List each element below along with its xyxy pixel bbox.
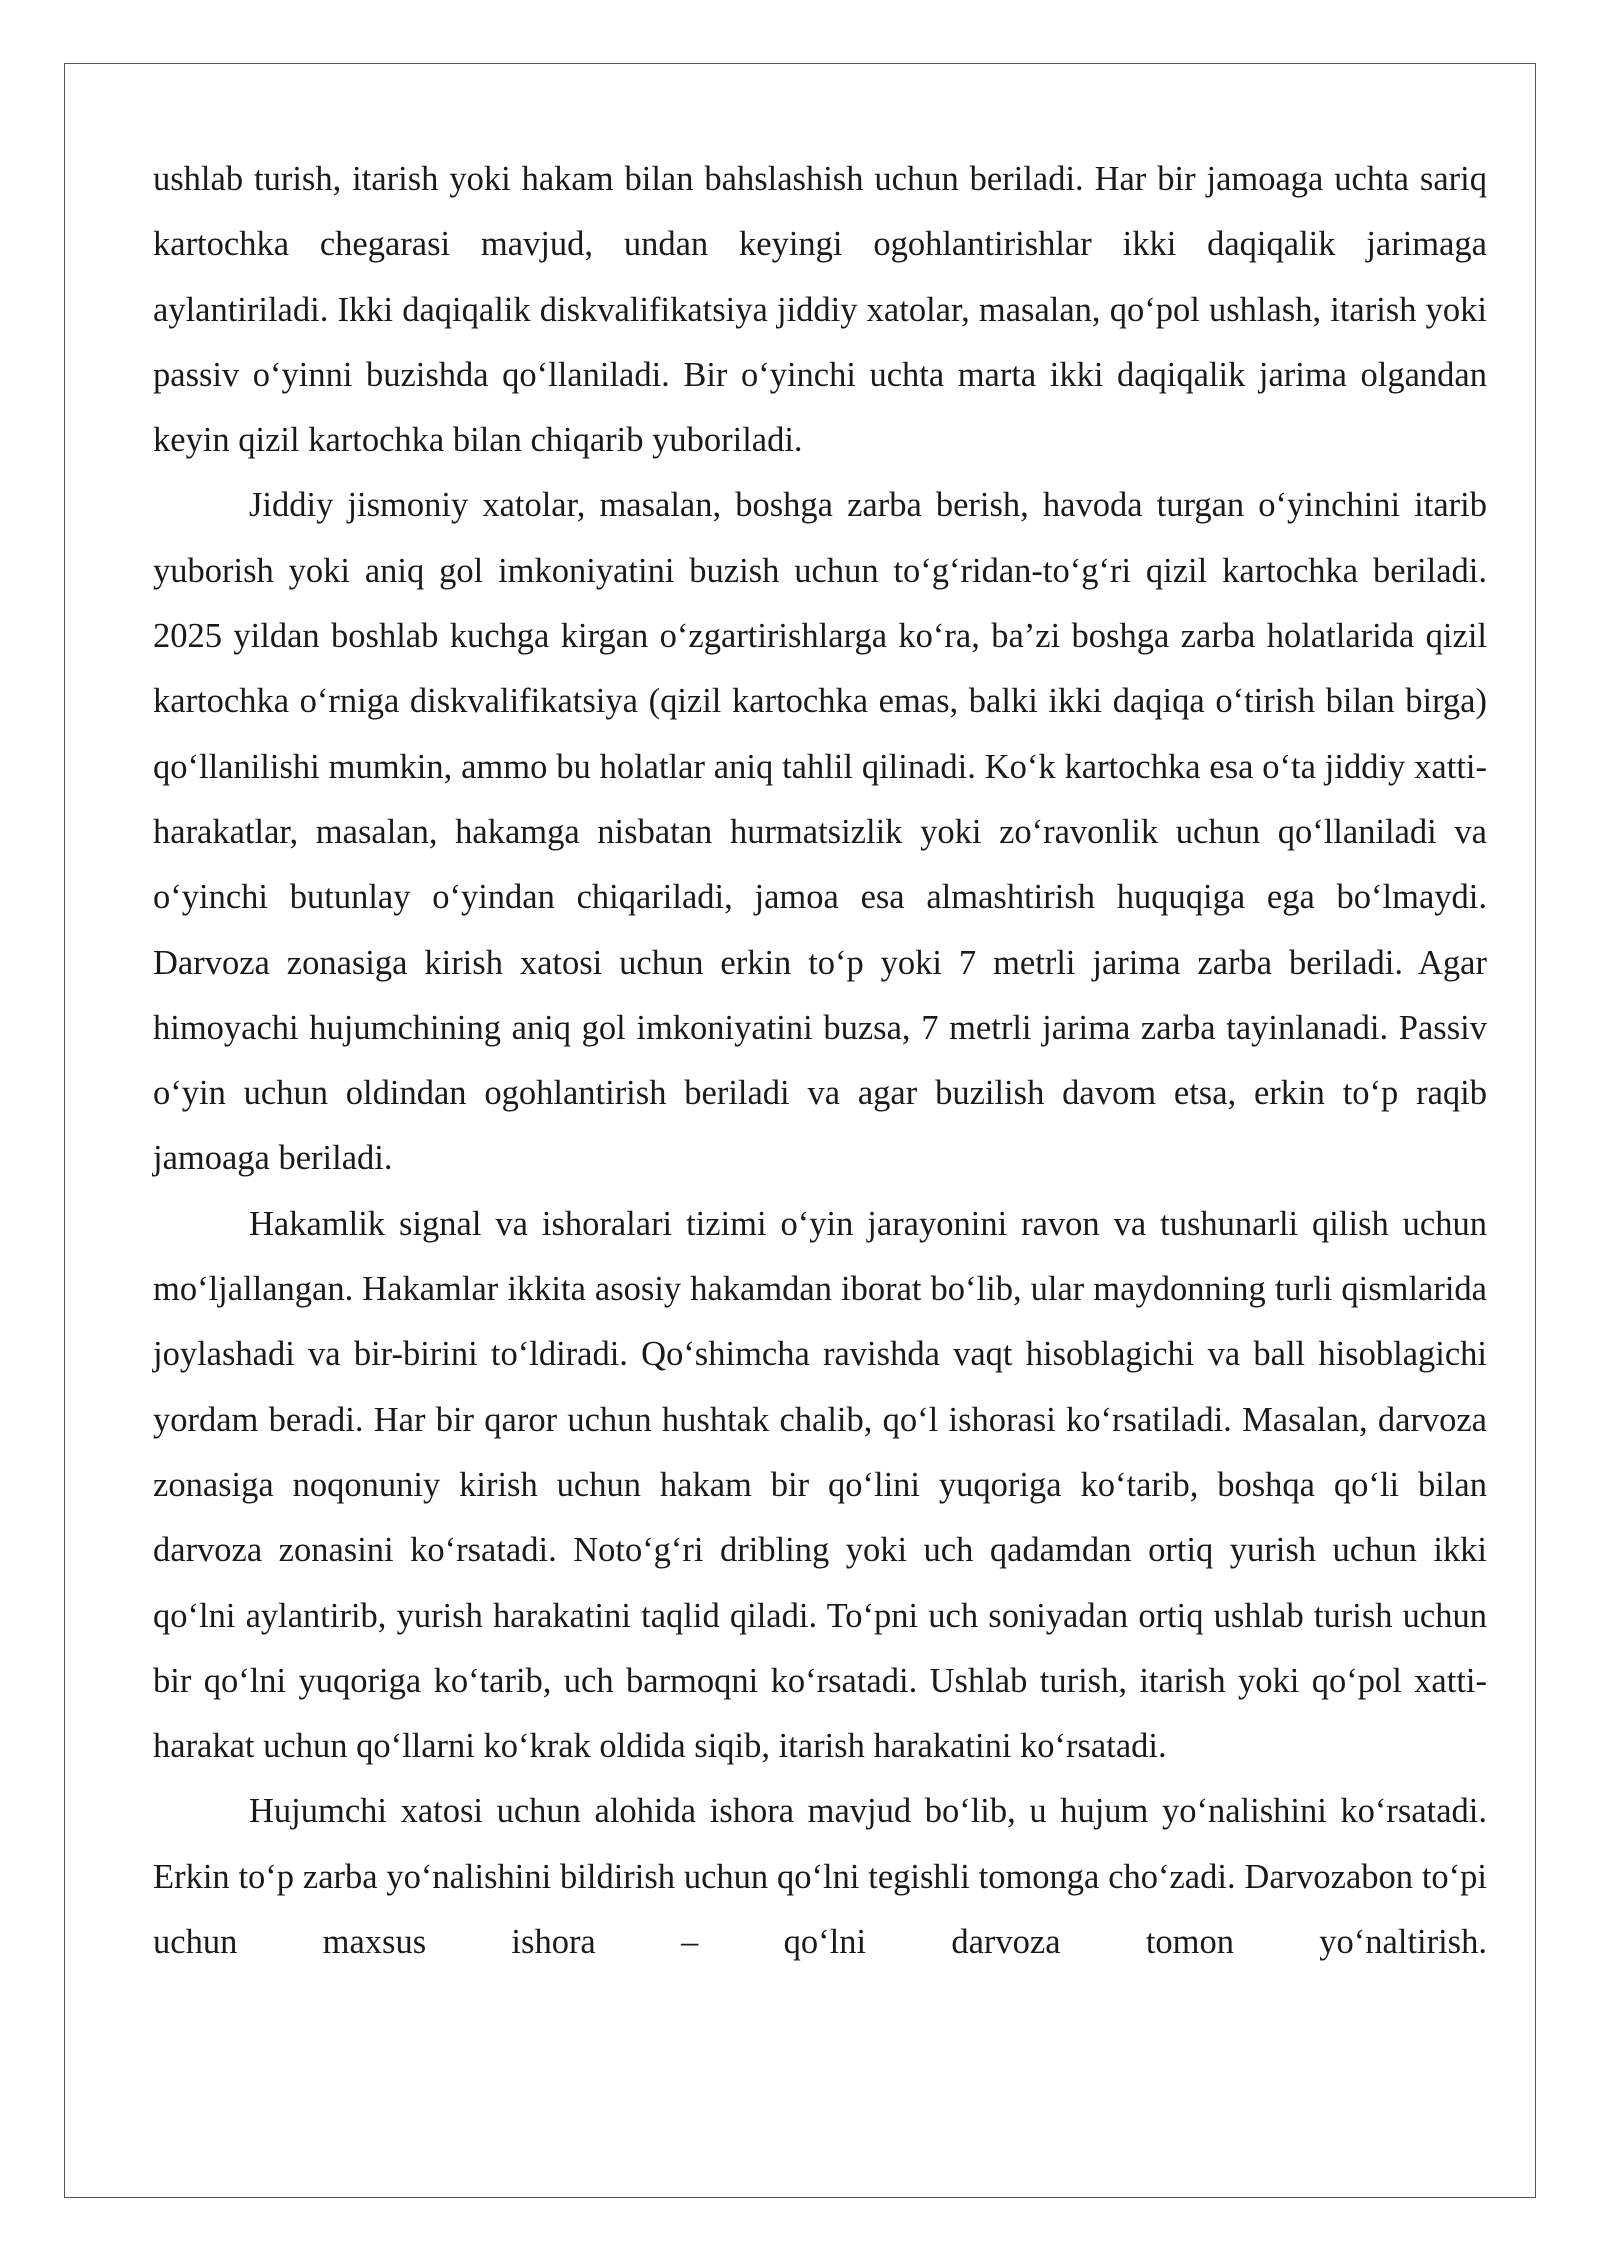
paragraph-1: ushlab turish, itarish yoki hakam bilan bahslashish uchun beriladi. Har bir jamoaga uchta sariq kartochka chegarasi mavjud, undan keyingi ogohlantirishlar ikki daqiqalik jarimaga aylantiriladi. Ikki daqiqalik diskvalifikatsiya jiddiy xatolar, masalan, qo‘pol ushlash, itarish yoki passiv o‘yinni buzishda qo‘llaniladi. Bir o‘yinchi uchta marta ikki daqiqalik jarima olgandan keyin qizil kartochka bilan chiqarib yuboriladi. (153, 160, 1487, 460)
paragraph-2: Jiddiy jismoniy xatolar, masalan, boshga zarba berish, havoda turgan o‘yinchini itarib yuborish yoki aniq gol imkoniyatini buzish uchun to‘g‘ridan-to‘g‘ri qizil kartochka beriladi. 2025 yildan boshlab kuchga kirgan o‘zgartirishlarga ko‘ra, ba’zi boshga zarba holatlarida qizil kartochka o‘rniga diskvalifikatsiya (qizil kartochka emas, balki ikki daqiqa o‘tirish bilan birga) qo‘llanilishi mumkin, ammo bu holatlar aniq tahlil qilinadi. Ko‘k kartochka esa o‘ta jiddiy xatti-harakatlar, masalan, hakamga nisbatan hurmatsizlik yoki zo‘ravonlik uchun qo‘llaniladi va o‘yinchi butunlay o‘yindan chiqariladi, jamoa esa almashtirish huquqiga ega bo‘lmaydi. Darvoza zonasiga kirish xatosi uchun erkin to‘p yoki 7 metrli jarima zarba beriladi. Agar himoyachi hujumchining aniq gol imkoniyatini buzsa, 7 metrli jarima zarba tayinlanadi. Passiv o‘yin uchun oldindan ogohlantirish beriladi va agar buzilish davom etsa, erkin to‘p raqib jamoaga beriladi. (153, 486, 1487, 1178)
paragraph-4: Hujumchi xatosi uchun alohida ishora mavjud bo‘lib, u hujum yo‘nalishini ko‘rsatadi. Erkin to‘p zarba yo‘nalishini bildirish uchun qo‘lni tegishli tomonga cho‘zadi. Darvozabon to‘pi uchun maxsus ishora – qo‘lni darvoza tomon yo‘naltirish. (153, 1792, 1487, 1962)
paragraph-3: Hakamlik signal va ishoralari tizimi o‘yin jarayonini ravon va tushunarli qilish uchun mo‘ljallangan. Hakamlar ikkita asosiy hakamdan iborat bo‘lib, ular maydonning turli qismlarida joylashadi va bir-birini to‘ldiradi. Qo‘shimcha ravishda vaqt hisoblagichi va ball hisoblagichi yordam beradi. Har bir qaror uchun hushtak chalib, qo‘l ishorasi ko‘rsatiladi. Masalan, darvoza zonasiga noqonuniy kirish uchun hakam bir qo‘lini yuqoriga ko‘tarib, boshqa qo‘li bilan darvoza zonasini ko‘rsatadi. Noto‘g‘ri dribling yoki uch qadamdan ortiq yurish uchun ikki qo‘lni aylantirib, yurish harakatini taqlid qiladi. To‘pni uch soniyadan ortiq ushlab turish uchun bir qo‘lni yuqoriga ko‘tarib, uch barmoqni ko‘rsatadi. Ushlab turish, itarish yoki qo‘pol xatti-harakat uchun qo‘llarni ko‘krak oldida siqib, itarish harakatini ko‘rsatadi. (153, 1204, 1487, 1766)
document-body (153, 147, 1487, 1975)
